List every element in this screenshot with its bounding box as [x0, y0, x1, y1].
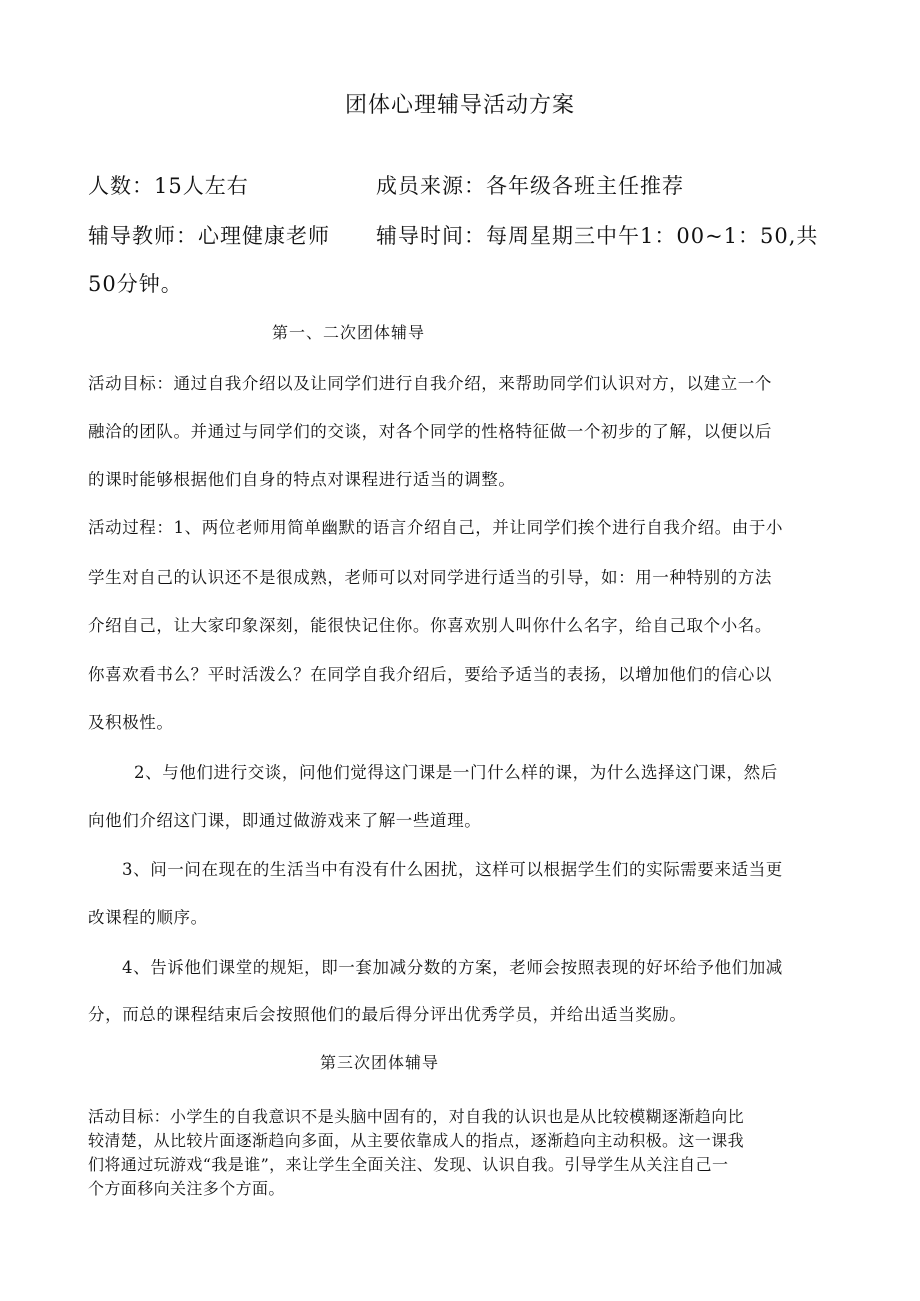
section1-item2-line: 向他们介绍这门课，即通过做游戏来了解一些道理。 — [88, 811, 482, 830]
section-heading-3: 第三次团体辅导 — [320, 1053, 440, 1072]
section1-process-line: 活动过程：1、两位老师用简单幽默的语言介绍自己，并让同学们挨个进行自我介绍。由于小 — [88, 518, 784, 537]
section1-item2-line: 2、与他们进行交谈，问他们觉得这门课是一门什么样的课，为什么选择这门课，然后 — [134, 763, 778, 782]
section1-item3-line: 3、问一问在现在的生活当中有没有什么困扰，这样可以根据学生们的实际需要来适当更 — [122, 860, 783, 879]
section1-item4-line: 4、告诉他们课堂的规矩，即一套加减分数的方案，老师会按照表现的好坏给予他们加减 — [122, 958, 783, 977]
member-count: 人数：15人左右 — [88, 174, 249, 198]
section1-item4-line: 分，而总的课程结束后会按照他们的最后得分评出优秀学员，并给出适当奖励。 — [88, 1005, 687, 1024]
section1-goal-line: 活动目标：通过自我介绍以及让同学们进行自我介绍，来帮助同学们认识对方，以建立一个 — [88, 374, 772, 393]
section1-process-line: 介绍自己，让大家印象深刻，能很快记住你。你喜欢别人叫你什么名字，给自己取个小名。 — [88, 616, 772, 635]
document-title: 团体心理辅导活动方案 — [344, 93, 575, 118]
section1-process-line: 及积极性。 — [88, 713, 174, 732]
section2-goal-line: 较清楚，从比较片面逐渐趋向多面，从主要依靠成人的指点，逐渐趋向主动积极。这一课我 — [88, 1131, 745, 1150]
section1-goal-line: 融洽的团队。并通过与同学们的交谈，对各个同学的性格特征做一个初步的了解，以便以后 — [88, 422, 772, 441]
section2-goal-line: 活动目标：小学生的自我意识不是头脑中固有的，对自我的认识也是从比较模糊逐渐趋向比 — [88, 1107, 745, 1126]
section2-goal-line: 个方面移向关注多个方面。 — [88, 1179, 285, 1198]
section-heading-1-2: 第一、二次团体辅导 — [272, 323, 426, 342]
section2-goal-line: 们将通过玩游戏“我是谁”，来让学生全面关注、发现、认识自我。引导学生从关注自己一 — [88, 1155, 729, 1174]
counseling-time: 辅导时间：每周星期三中午1：00~1：50,共 — [376, 224, 819, 248]
member-source: 成员来源：各年级各班主任推荐 — [376, 174, 684, 198]
section1-process-line: 你喜欢看书么？平时活泼么？在同学自我介绍后，要给予适当的表扬，以增加他们的信心以 — [88, 665, 772, 684]
counseling-time-continued: 50分钟。 — [88, 272, 183, 296]
counselor-teacher: 辅导教师：心理健康老师 — [88, 224, 330, 248]
section1-goal-line: 的课时能够根据他们自身的特点对课程进行适当的调整。 — [88, 470, 516, 489]
section1-process-line: 学生对自己的认识还不是很成熟，老师可以对同学进行适当的引导，如：用一种特别的方法 — [88, 568, 772, 587]
section1-item3-line: 改课程的顺序。 — [88, 908, 208, 927]
